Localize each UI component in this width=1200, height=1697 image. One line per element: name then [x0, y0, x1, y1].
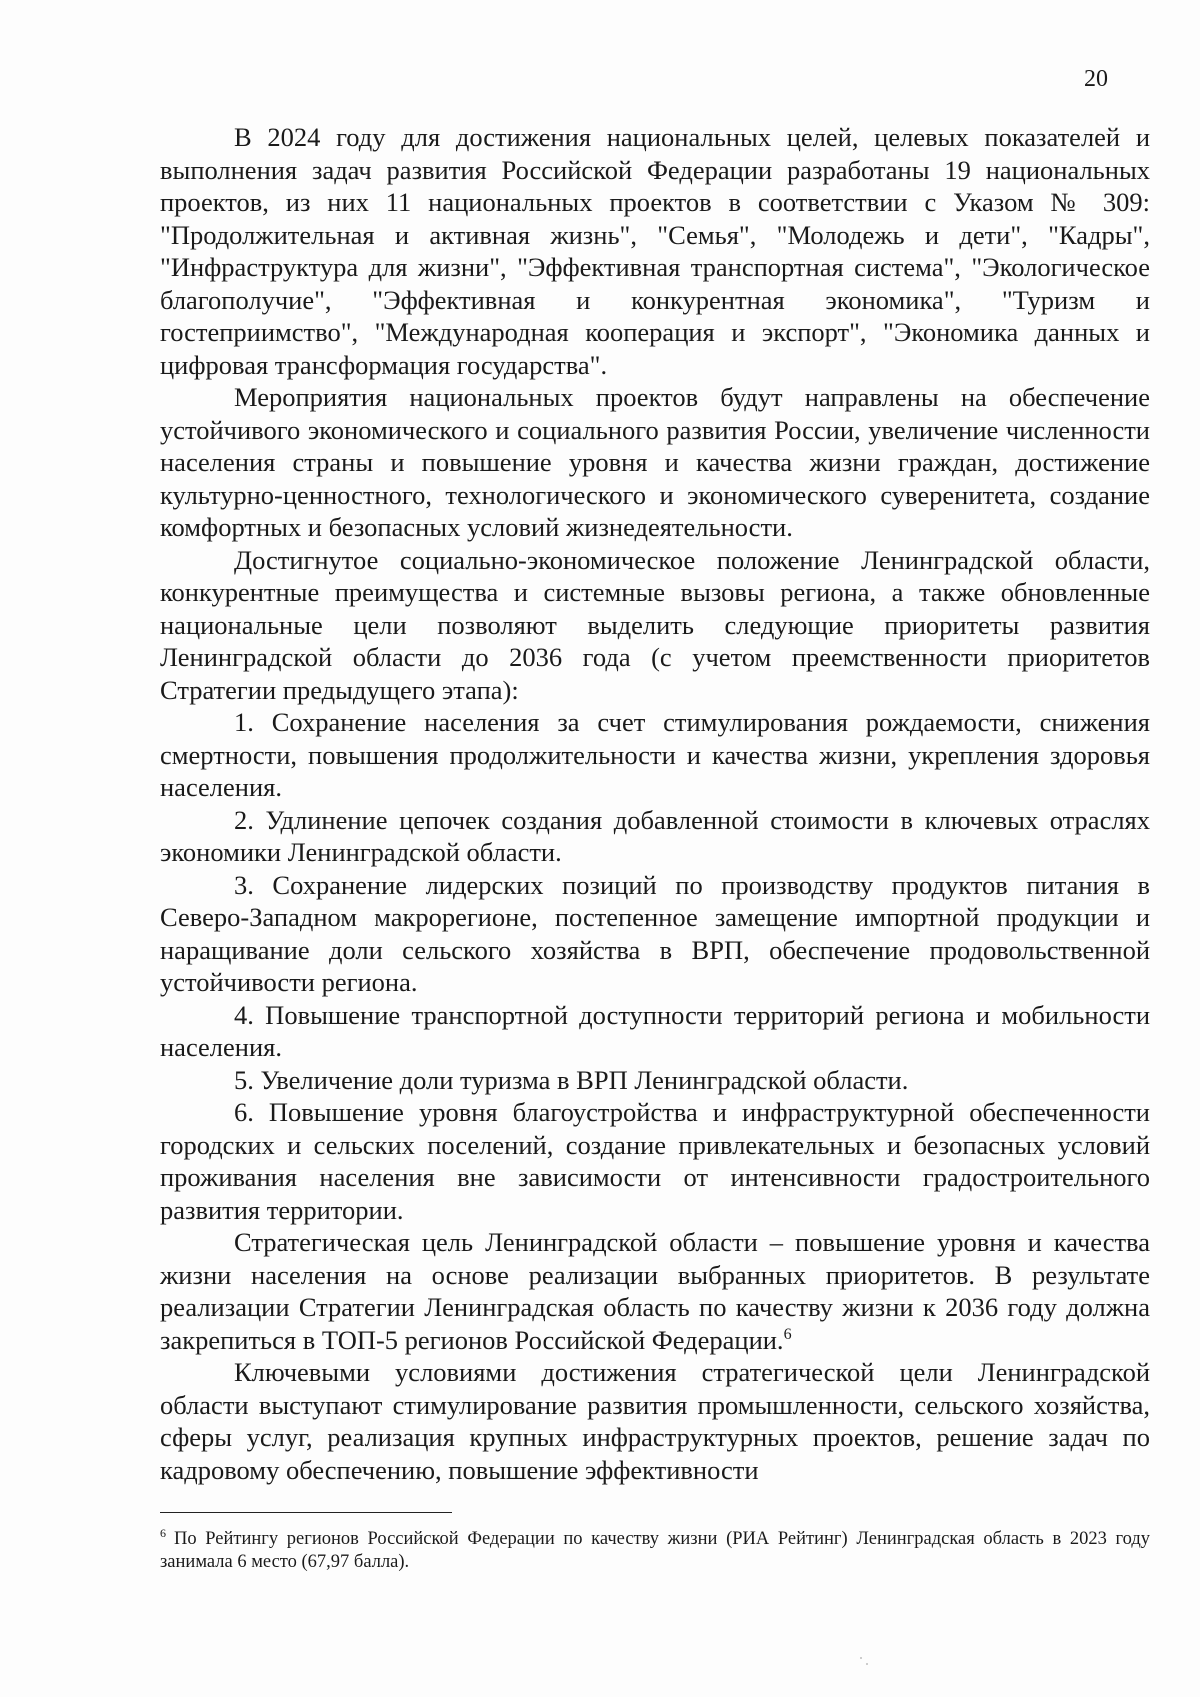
paragraph-strategic-goal — [160, 1226, 1150, 1356]
priority-item-3: 3. Сохранение лидерских позиций по производству продуктов питания в Северо-Западном макрорегионе, постепенное замещение импортной продукции и наращивание доли сельского хозяйства в ВРП, обеспечение продовольственной устойчивости региона. — [160, 869, 1150, 997]
footnote — [160, 1525, 1150, 1574]
page-number: 20 — [1084, 66, 1108, 92]
footnote-reference: 6 — [783, 1325, 792, 1343]
priority-item-1: 1. Сохранение населения за счет стимулирования рождаемости, снижения смертности, повышения продолжительности и качества жизни, укрепления здоровья населения. — [160, 707, 1150, 802]
paragraph-priorities-intro: Достигнутое социально-экономическое положение Ленинградской области, конкурентные преимущества и системные вызовы региона, а также обновленные национальные цели позволяют выделить следующие приоритеты развития Ленинградской области до 2036 года (с учетом преемственности приоритетов Стратегии предыдущего этапа): — [160, 544, 1150, 705]
paragraph-project-activities: Мероприятия национальных проектов будут направлены на обеспечение устойчивого экономического и социального развития России, увеличение численности населения страны и повышение уровня и качества жизни граждан, достижение культурно-ценностного, технологического и экономического суверенитета, создание комфортных и безопасных условий жизнедеятельности. — [160, 382, 1150, 542]
scan-speck — [860, 1657, 862, 1659]
footnote-separator — [160, 1512, 452, 1513]
priority-item-2: 2. Удлинение цепочек создания добавленной стоимости в ключевых отраслях экономики Ленинградской области. — [160, 804, 1150, 867]
strategic-goal-text: Стратегическая цель Ленинградской области – повышение уровня и качества жизни населения на основе реализации выбранных приоритетов. В результате реализации Стратегии Ленинградская область по качеству жизни к 2036 году должна закрепиться в ТОП-5 регионов Российской Федерации. — [160, 1227, 1150, 1355]
priority-item-6: 6. Повышение уровня благоустройства и инфраструктурной обеспеченности городских и сельских поселений, создание привлекательных и безопасных условий проживания населения вне зависимости от интенсивности градостроительного развития территории. — [160, 1097, 1150, 1225]
priority-item-5: 5. Увеличение доли туризма в ВРП Ленинградской области. — [234, 1064, 909, 1095]
priority-item-4: 4. Повышение транспортной доступности территорий региона и мобильности населения. — [160, 999, 1150, 1062]
footnote-text: По Рейтингу регионов Российской Федерации по качеству жизни (РИА Рейтинг) Ленинградская область в 2023 году занимала 6 место (67,97 балла). — [160, 1529, 1150, 1572]
body-text — [160, 121, 1150, 1486]
paragraph-national-projects: В 2024 году для достижения национальных целей, целевых показателей и выполнения задач развития Российской Федерации разработаны 19 национальных проектов, из них 11 национальных проектов в соответствии с Указом № 309: "Продолжительная и активная жизнь", "Семья", "Молодежь и дети", "Кадры", "Инфраструктура для жизни", "Эффективная транспортная система", "Экологическое благополучие", "Эффективная и конкурентная экономика", "Туризм и гостеприимство", "Международная кооперация и экспорт", "Экономика данных и цифровая трансформация государства". — [160, 122, 1150, 380]
footnote-number: 6 — [160, 1525, 166, 1540]
paragraph-key-conditions: Ключевыми условиями достижения стратегической цели Ленинградской области выступают стимулирование развития промышленности, сельского хозяйства, сферы услуг, реализация крупных инфраструктурных проектов, решение задач по кадровому обеспечению, повышение эффективности — [160, 1357, 1150, 1485]
scan-speck — [866, 1663, 868, 1665]
